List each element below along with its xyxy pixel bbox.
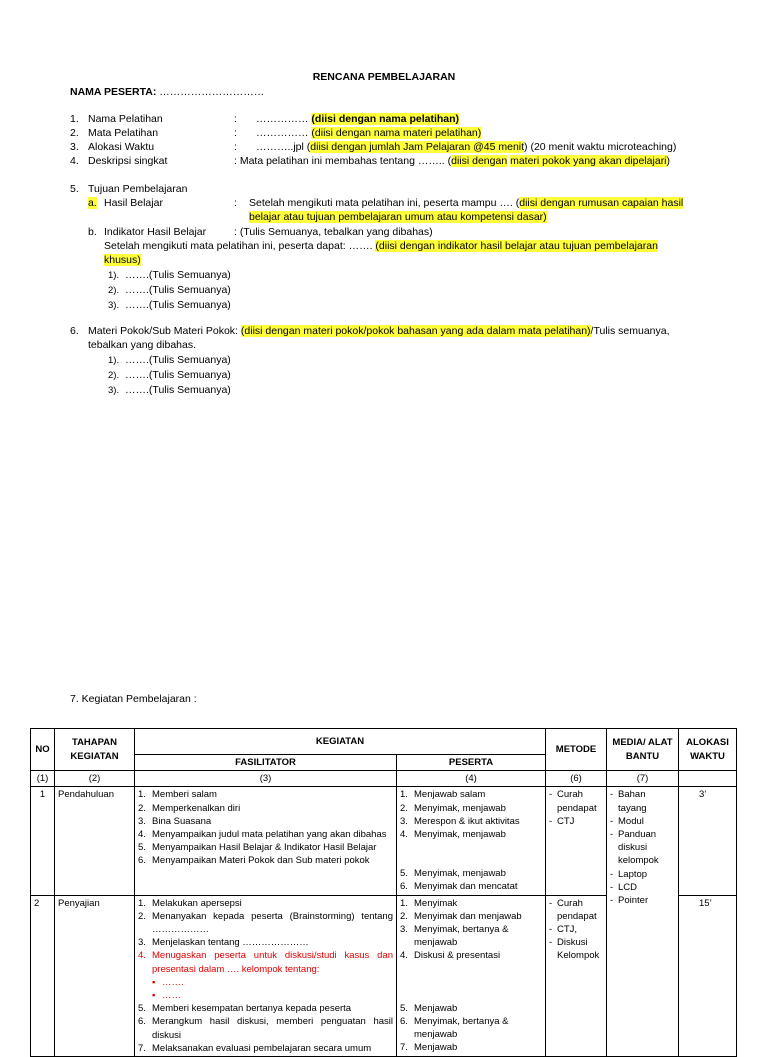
item-num: 5.	[70, 183, 79, 195]
item-value: …………… (diisi dengan nama pelatihan)	[256, 113, 460, 125]
col-num-empty	[679, 771, 737, 787]
list-item: 3. Merespon & ikut aktivitas	[400, 815, 520, 827]
list-item: 6. Menyampaikan Materi Pokok dan Sub materi pokok	[138, 855, 370, 867]
indikator-text-cont: khusus)	[104, 254, 141, 266]
item-label: Nama Pelatihan	[88, 113, 163, 125]
row-waktu: 15’	[679, 895, 737, 1056]
doc-title: RENCANA PEMBELAJARAN	[312, 71, 456, 83]
list-item: - LCD	[610, 881, 638, 893]
list-item: 2. Menyimak, menjawab	[400, 802, 506, 814]
list-item: - Bahan tayang	[610, 789, 647, 814]
table-header-row	[31, 729, 737, 755]
list-item: 4. Diskusi & presentasi	[400, 950, 501, 962]
kegiatan-title: 7. Kegiatan Pembelajaran :	[70, 693, 197, 705]
row-tahapan: Pendahuluan	[55, 787, 135, 895]
row-peserta	[397, 895, 546, 1056]
header-tahapan: TAHAPAN KEGIATAN	[55, 729, 135, 771]
peserta-label: NAMA PESERTA:	[70, 86, 157, 98]
header-metode: METODE	[546, 729, 607, 771]
list-item: ▪ …….	[152, 976, 184, 988]
row-metode	[546, 895, 607, 1056]
list-item: - Pointer	[610, 895, 649, 907]
list-item: - Panduan diskusi kelompok	[610, 829, 659, 867]
header-kegiatan: KEGIATAN	[135, 729, 546, 755]
sub-colon: : (Tulis Semuanya, tebalkan yang dibahas)	[234, 226, 433, 238]
row-metode	[546, 787, 607, 895]
col-num: (2)	[55, 771, 135, 787]
list-item: 2. Menyimak dan menjawab	[400, 910, 522, 922]
list-item: 3. Bina Suasana	[138, 815, 212, 827]
list-item: 2). …….(Tulis Semuanya)	[108, 369, 231, 381]
col-num: (3)	[135, 771, 397, 787]
list-item: 2. Menanyakan kepada peserta (Brainstorming) tentang ………………	[138, 910, 393, 936]
row-fasilitator	[135, 895, 397, 1056]
sub-label: Hasil Belajar	[104, 197, 163, 209]
list-item: 6. Merangkum hasil diskusi, memberi penguatan hasil diskusi	[138, 1016, 393, 1041]
list-item: 2. Memperkenalkan diri	[138, 802, 241, 814]
section-title: Tujuan Pembelajaran	[88, 183, 188, 195]
table-number-row	[31, 771, 737, 787]
list-item: 4. Menyampaikan judul mata pelatihan yang akan dibahas	[138, 829, 387, 841]
list-item: 7. Melaksanakan evaluasi pembelajaran secara umum	[138, 1042, 372, 1054]
list-item: 6. Menyimak, bertanya & menjawab	[400, 1015, 509, 1041]
list-item: 5. Menjawab	[400, 1002, 458, 1014]
list-item: 4. Menugaskan peserta untuk diskusi/studi kasus dan presentasi dalam …. kelompok tentang:	[138, 950, 393, 975]
peserta-line	[70, 86, 264, 98]
sub-letter: a.	[88, 197, 97, 209]
list-item: 3). …….(Tulis Semuanya)	[108, 384, 231, 396]
list-item: 3). …….(Tulis Semuanya)	[108, 299, 231, 311]
list-item: 4. Menyimak, menjawab	[400, 829, 506, 841]
item-colon: :	[234, 113, 237, 125]
indikator-text: Setelah mengikuti mata pelatihan ini, peserta dapat: ……. (diisi dengan indikator hasil belajar atau tujuan pembelajaran	[104, 240, 658, 252]
list-item: 1. Memberi salam	[138, 789, 217, 801]
list-item: 1). …….(Tulis Semuanya)	[108, 269, 231, 281]
item-label: Alokasi Waktu	[88, 141, 155, 153]
indikator-list	[108, 268, 231, 313]
sub-label: Indikator Hasil Belajar	[104, 226, 207, 238]
sub-text: Setelah mengikuti mata pelatihan ini, peserta mampu …. (diisi dengan rumusan capaian hasil	[249, 197, 684, 209]
materi-text: Materi Pokok/Sub Materi Pokok: (diisi dengan materi pokok/pokok bahasan yang ada dalam mata pelatihan)/Tulis semuanya,	[88, 325, 670, 337]
col-num: (6)	[546, 771, 607, 787]
row-fasilitator	[135, 787, 397, 895]
col-num: (1)	[31, 771, 55, 787]
list-item: 1). …….(Tulis Semuanya)	[108, 354, 231, 366]
row-no: 1	[31, 787, 55, 895]
item-num: 1.	[70, 113, 79, 125]
item-colon: :	[234, 141, 237, 153]
list-item: - Laptop	[610, 868, 648, 880]
sub-colon: :	[234, 197, 237, 209]
item-colon: :	[234, 127, 237, 139]
list-item: 1. Menjawab salam	[400, 789, 486, 801]
list-item: - Modul	[610, 815, 644, 827]
list-item: - Curah pendapat	[549, 897, 597, 922]
list-item: - Curah pendapat	[549, 789, 597, 814]
header-no: NO	[31, 729, 55, 771]
item-num: 2.	[70, 127, 79, 139]
sub-text-cont: belajar atau tujuan pembelajaran umum atau kompetensi dasar)	[249, 211, 547, 223]
materi-text-cont: tebalkan yang dibahas.	[88, 339, 196, 351]
item-value: ………..jpl (diisi dengan jumlah Jam Pelajaran @45 menit) (20 menit waktu microteaching)	[256, 141, 677, 153]
col-num: (7)	[607, 771, 679, 787]
peserta-dots: …………………………	[159, 86, 265, 98]
row-no: 2	[31, 895, 55, 1056]
list-item: - CTJ,	[549, 924, 578, 936]
header-media: MEDIA/ ALAT BANTU	[607, 729, 679, 771]
col-num: (4)	[397, 771, 546, 787]
list-item: 7. Menjawab	[400, 1042, 458, 1054]
header-peserta: PESERTA	[397, 755, 546, 771]
row-media	[607, 787, 679, 1057]
item-value: : Mata pelatihan ini membahas tentang …….. (diisi dengan materi pokok yang akan dipelajari)	[234, 155, 671, 167]
header-fasilitator: FASILITATOR	[135, 755, 397, 771]
list-item: 3. Menyimak, bertanya & menjawab	[400, 924, 509, 949]
table-row	[31, 787, 737, 895]
list-item: - CTJ	[549, 815, 575, 827]
list-item: 3. Menjelaskan tentang …………………	[138, 937, 309, 949]
item-label: Deskripsi singkat	[88, 155, 168, 167]
list-item: 5. Menyampaikan Hasil Belajar & Indikator Hasil Belajar	[138, 842, 377, 854]
row-waktu: 3’	[679, 787, 737, 895]
item-value: …………… (diisi dengan nama materi pelatihan)	[256, 127, 482, 139]
row-tahapan: Penyajian	[55, 895, 135, 1056]
row-peserta	[397, 787, 546, 895]
item-num: 4.	[70, 155, 79, 167]
list-item: 5. Memberi kesempatan bertanya kepada peserta	[138, 1003, 352, 1015]
list-item: 5. Menyimak, menjawab	[400, 868, 506, 880]
kegiatan-table	[30, 728, 737, 1057]
item-num: 6.	[70, 325, 79, 337]
list-item: 6. Menyimak dan mencatat	[400, 881, 518, 893]
list-item: - Diskusi Kelompok	[549, 937, 600, 962]
item-num: 3.	[70, 141, 79, 153]
materi-list	[108, 353, 231, 398]
list-item: 1. Melakukan apersepsi	[138, 897, 242, 909]
header-alokasi: ALOKASI WAKTU	[679, 729, 737, 771]
list-item: 2). …….(Tulis Semuanya)	[108, 284, 231, 296]
list-item: 1. Menyimak	[400, 897, 458, 909]
sub-letter: b.	[88, 226, 97, 238]
list-item: ▪ ……	[152, 990, 181, 1002]
item-label: Mata Pelatihan	[88, 127, 159, 139]
